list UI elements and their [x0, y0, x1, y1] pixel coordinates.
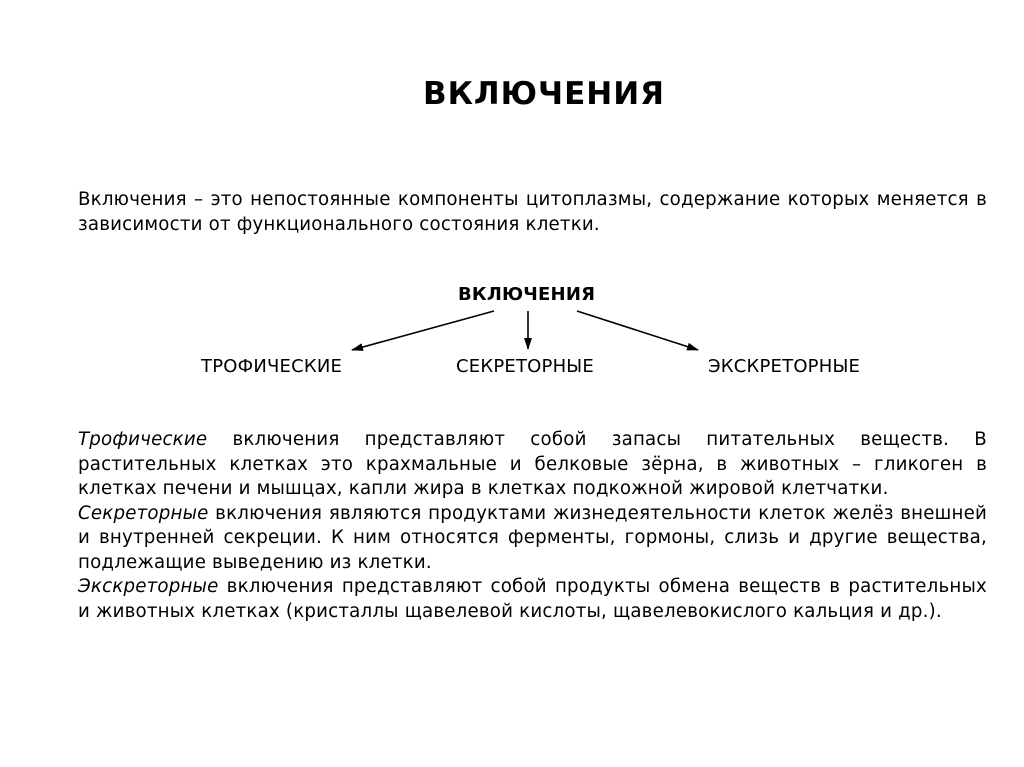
- description-excretory: [78, 575, 987, 624]
- diagram-node-trophic: ТРОФИЧЕСКИЕ: [201, 356, 343, 377]
- arrow-to-trophic: [352, 311, 494, 350]
- diagram-root-label: ВКЛЮЧЕНИЯ: [458, 284, 596, 305]
- page-title: ВКЛЮЧЕНИЯ: [422, 76, 666, 112]
- description-excretory-text: включения представляют собой продукты обмена веществ в растительных и животных клетках (кристаллы щавелевой кислоты, щавелевокислого кальция и др.).: [78, 576, 987, 622]
- description-secretory-text: включения являются продуктами жизнедеятельности клеток желёз внешней и внутренней секреции. К ним относятся ферменты, гормоны, слизь и другие вещества, подлежащие выведению из клетки.: [78, 502, 987, 573]
- arrow-to-excretory: [577, 311, 698, 350]
- description-secretory: [78, 502, 987, 576]
- term-trophic: Трофические: [78, 429, 208, 450]
- diagram-node-secretory: СЕКРЕТОРНЫЕ: [456, 356, 594, 377]
- definition-paragraph: Включения – это непостоянные компоненты цитоплазмы, содержание которых меняется в зависимости от функционального состояния клетки.: [78, 189, 987, 235]
- term-secretory: Секреторные: [78, 502, 209, 524]
- description-trophic-text: включения представляют собой запасы питательных веществ. В растительных клетках это крахмальные и белковые зёрна, в животных – гликоген в клетках печени и мышцах, капли жира в клетках подкожной жировой клетчатки.: [78, 429, 987, 499]
- term-excretory: Экскреторные: [78, 576, 219, 597]
- descriptions-block: [78, 428, 987, 624]
- description-trophic: [78, 428, 987, 502]
- diagram-node-excretory: ЭКСКРЕТОРНЫЕ: [708, 356, 861, 377]
